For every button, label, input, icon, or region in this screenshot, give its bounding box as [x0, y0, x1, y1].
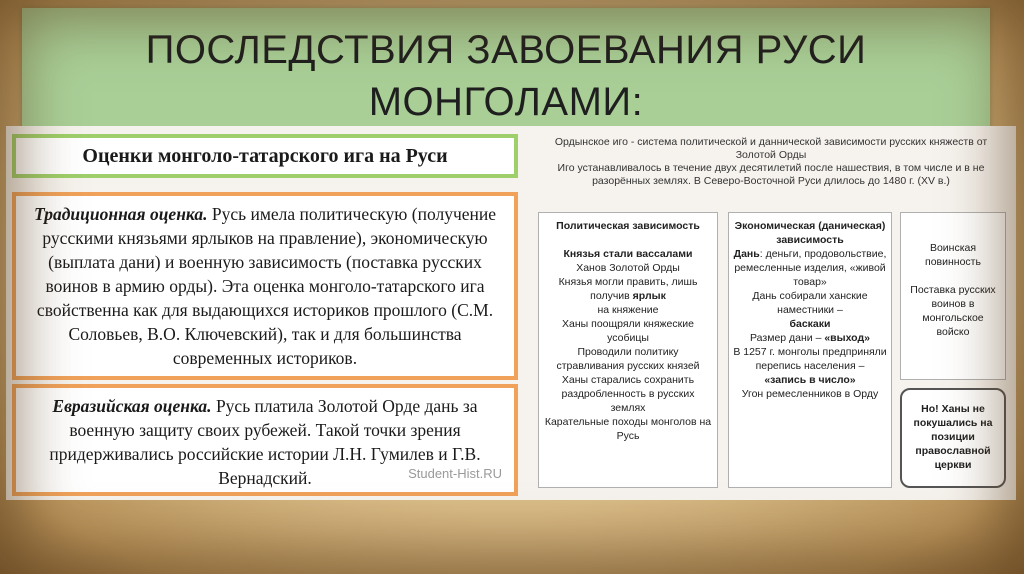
economic-vykhod: «выход»	[824, 332, 870, 344]
economic-dependence-column	[728, 212, 892, 488]
political-line4: Ханы поощряли княжеские усобицы	[562, 318, 694, 344]
intro-line4: разорённых землях. В Северо-Восточной Руси длилось до 1480 г. (XV в.)	[592, 175, 950, 187]
political-dependence-column	[538, 212, 718, 488]
economic-size: Размер дани –	[750, 332, 825, 344]
economic-collect: Дань собирали ханские наместники –	[752, 290, 868, 316]
traditional-assessment-box	[12, 192, 518, 380]
political-line6: Ханы старались сохранить раздробленность в русских землях	[561, 374, 695, 414]
traditional-lead: Традиционная оценка.	[33, 204, 208, 224]
military-title: Воинская повинность	[925, 242, 981, 268]
watermark: Student-Hist.RU	[408, 466, 502, 481]
political-yarlyk: ярлык	[632, 290, 666, 302]
political-line1: Ханов Золотой Орды	[576, 262, 680, 274]
yoke-definition	[536, 136, 1006, 188]
political-line5: Проводили политику стравливания русских князей	[556, 346, 700, 372]
intro-line1: Ордынское иго - система политической и даннической зависимости русских княжеств от	[554, 136, 988, 148]
political-title: Политическая зависимость	[556, 220, 700, 232]
economic-dan-wrap	[733, 247, 887, 289]
assessments-heading: Оценки монголо-татарского ига на Руси	[12, 134, 518, 178]
political-vassals: Князья стали вассалами	[563, 248, 693, 260]
eurasian-text: Русь платила Золотой Орде дань за военную защиту своих рубежей. Такой точки зрения придерживались российские истории Л.Н. Гумилев и Г.В. Вернадский.	[49, 396, 481, 488]
political-line2: Князья могли править, лишь получив	[558, 276, 698, 302]
church-note-box	[900, 388, 1006, 488]
economic-zapis: «запись в число»	[764, 374, 856, 386]
intro-line2: Золотой Орды	[735, 149, 807, 161]
eurasian-assessment-box	[12, 384, 518, 496]
eurasian-lead: Евразийская оценка.	[52, 396, 212, 416]
traditional-text: Русь имела политическую (получение русскими князьями ярлыков на правление), экономическую (выплата дани) и военную зависимость (поставка русских воинов в армию орды). Эта оценка монголо-татарского ига свойственна как для выдающихся историков прошлого (С.М. Соловьев, В.О. Ключевский), так и для большинства современных историков.	[36, 204, 497, 368]
title-band	[0, 0, 1024, 140]
political-line3: на княжение	[597, 304, 659, 316]
economic-dan-text: : деньги, продовольствие, ремесленные изделия, «живой товар»	[734, 248, 887, 288]
slide-title-line2: МОНГОЛАМИ:	[368, 80, 644, 124]
economic-baskaki: баскаки	[789, 318, 831, 330]
church-text: Но! Ханы не покушались на позиции православной церкви	[913, 403, 993, 471]
intro-line3: Иго устанавливалось в течение двух десятилетий после нашествия, в том числе и в не	[557, 162, 985, 174]
economic-size-wrap	[733, 331, 887, 345]
military-text: Поставка русских воинов в монгольское войско	[910, 284, 996, 338]
economic-title: Экономическая (даническая) зависимость	[734, 220, 886, 246]
economic-dan: Дань	[733, 248, 760, 260]
economic-census: В 1257 г. монголы предприняли перепись населения –	[733, 346, 887, 372]
slide-title-line1: ПОСЛЕДСТВИЯ ЗАВОЕВАНИЯ РУСИ	[145, 28, 867, 72]
content-panel	[6, 126, 1016, 500]
political-line7: Карательные походы монголов на Русь	[544, 416, 712, 442]
economic-artisans: Угон ремесленников в Орду	[741, 388, 879, 400]
military-duty-column	[900, 212, 1006, 380]
slide-title	[22, 24, 990, 128]
political-line2-wrap	[543, 275, 713, 303]
